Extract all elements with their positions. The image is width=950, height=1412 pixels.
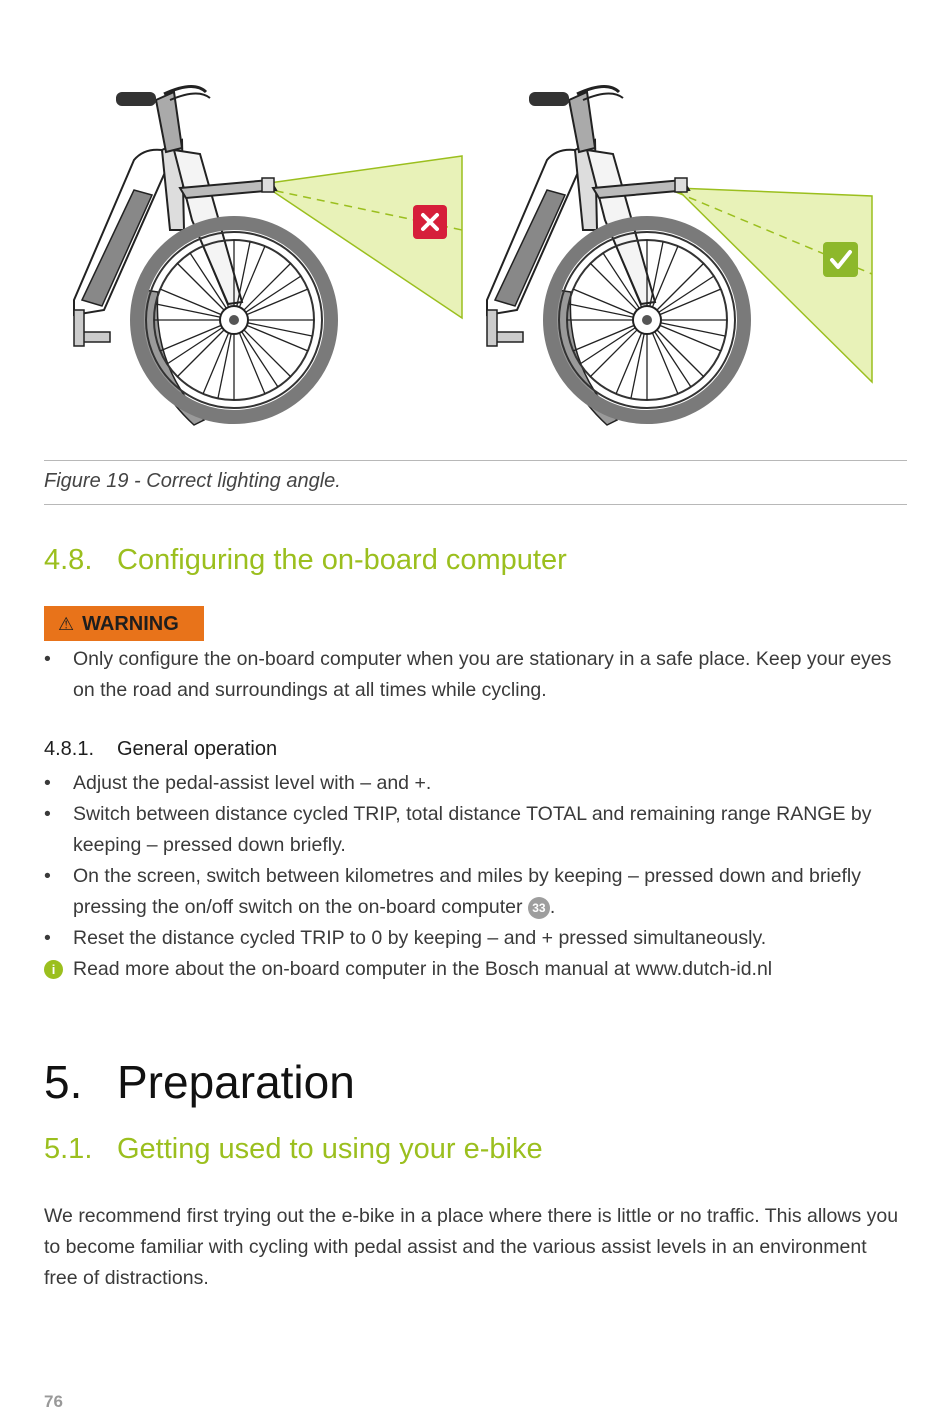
list-item-text: Only configure the on-board computer when you are stationary in a safe place. Keep your eyes on the road and surroundings at all times while cycling. [73, 648, 892, 701]
cross-icon [413, 205, 447, 239]
heading-number: 4.8.1. [44, 738, 95, 760]
list-item [44, 768, 914, 799]
correct-beam [676, 188, 872, 382]
heading-4-8-1 [44, 738, 277, 761]
list-item [44, 799, 914, 861]
caption-top-rule [44, 460, 907, 461]
bullet-icon: • [44, 927, 51, 949]
info-note [44, 954, 914, 985]
list-item-tail: . [549, 896, 556, 918]
page-number: 76 [44, 1392, 63, 1411]
bullet-icon: • [44, 648, 51, 670]
check-icon [823, 242, 858, 277]
info-icon: i [44, 960, 63, 979]
lighting-angle-figure [44, 70, 907, 440]
figure-caption: Figure 19 - Correct lighting angle. [44, 470, 341, 492]
heading-number: 5. [44, 1056, 83, 1108]
bullet-icon: • [44, 803, 51, 825]
list-item-text: On the screen, switch between kilometres and miles by keeping – pressed down and briefly pressing the on/off switch on the on-board computer [73, 865, 861, 918]
warning-badge [44, 606, 204, 641]
heading-title: Getting used to using your e-bike [117, 1133, 543, 1165]
heading-5 [44, 1055, 355, 1109]
caption-bottom-rule [44, 504, 907, 505]
reference-number-badge: 33 [528, 897, 550, 919]
list-item [44, 861, 914, 923]
bullet-icon: • [44, 865, 51, 887]
list-item-text: Reset the distance cycled TRIP to 0 by keeping – and + pressed simultaneously. [73, 927, 767, 949]
info-note-text: Read more about the on-board computer in the Bosch manual at www.dutch-id.nl [73, 958, 773, 980]
list-item-text: Switch between distance cycled TRIP, total distance TOTAL and remaining range RANGE by keeping – pressed down briefly. [73, 803, 872, 856]
warning-label: WARNING [82, 613, 179, 635]
list-item-text: Adjust the pedal-assist level with – and +. [73, 772, 432, 794]
heading-number: 4.8. [44, 544, 93, 576]
heading-title: General operation [117, 738, 278, 760]
heading-5-1 [44, 1133, 543, 1166]
body-paragraph: We recommend first trying out the e-bike in a place where there is little or no traffic. This allows you to become familiar with cycling with pedal assist and the various assist levels in an environment free of distractions. [44, 1205, 899, 1289]
heading-4-8 [44, 544, 567, 577]
heading-number: 5.1. [44, 1133, 93, 1165]
warning-list [44, 644, 914, 706]
list-item [44, 644, 914, 706]
heading-title: Configuring the on-board computer [117, 544, 567, 576]
warning-icon: ⚠ [58, 614, 75, 634]
list-item [44, 923, 914, 954]
bullet-icon: • [44, 772, 51, 794]
operation-list [44, 768, 914, 985]
heading-title: Preparation [117, 1056, 355, 1108]
